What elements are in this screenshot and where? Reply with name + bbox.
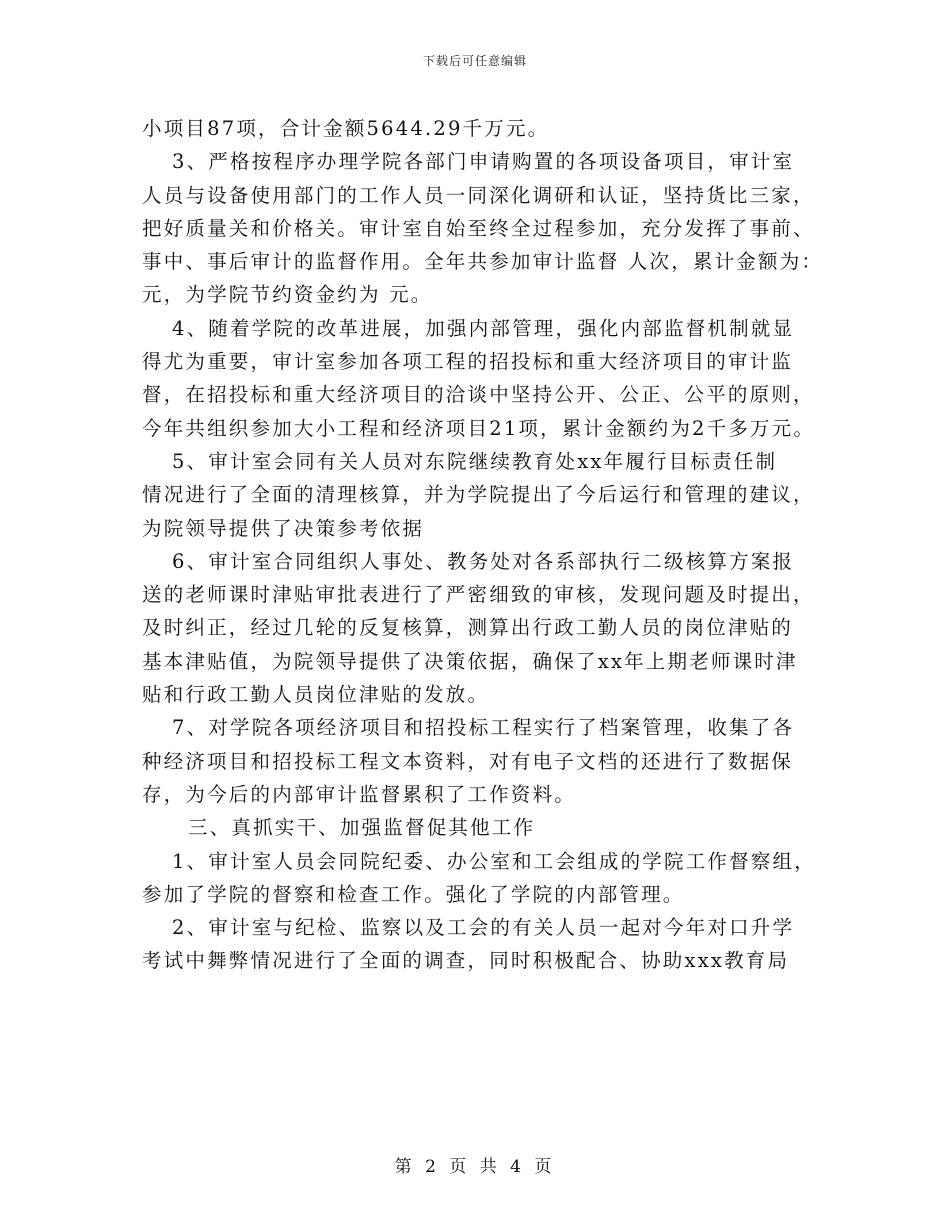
text-line: 人员与设备使用部门的工作人员一同深化调研和认证，坚持货比三家， bbox=[142, 183, 815, 207]
text-line: 5、审计室会同有关人员对东院继续教育处xx年履行目标责任制 bbox=[172, 449, 778, 473]
text-line: 今年共组织参加大小工程和经济项目21项，累计金额约为2千多万元。 bbox=[142, 416, 816, 440]
text-line: 得尤为重要，审计室参加各项工程的招投标和重大经济项目的审计监 bbox=[142, 350, 794, 374]
text-line: 元，为学院节约资金约为 元。 bbox=[142, 283, 433, 307]
text-line: 为院领导提供了决策参考依据 bbox=[142, 516, 425, 540]
text-line: 参加了学院的督察和检查工作。强化了学院的内部管理。 bbox=[142, 882, 685, 906]
page-number: 第 2 页 共 4 页 bbox=[394, 1157, 556, 1177]
text-line: 把好质量关和价格关。审计室自始至终全过程参加，充分发挥了事前、 bbox=[142, 216, 815, 240]
section-heading: 三、真抓实干、加强监督促其他工作 bbox=[188, 816, 536, 840]
text-line: 及时纠正，经过几轮的反复核算，测算出行政工勤人员的岗位津贴的 bbox=[142, 616, 794, 640]
text-line: 送的老师课时津贴审批表进行了严密细致的审核，发现问题及时提出， bbox=[142, 583, 815, 607]
text-line: 4、随着学院的改革进展，加强内部管理，强化内部监督机制就显 bbox=[172, 316, 795, 340]
document-body bbox=[142, 112, 822, 978]
text-line: 6、审计室合同组织人事处、教务处对各系部执行二级核算方案报 bbox=[172, 549, 795, 573]
text-line: 基本津贴值，为院领导提供了决策依据，确保了xx年上期老师课时津 bbox=[142, 649, 798, 673]
page-header: 下载后可任意编辑 bbox=[422, 54, 527, 68]
text-line: 种经济项目和招投标工程文本资料，对有电子文档的还进行了数据保 bbox=[142, 749, 794, 773]
text-line: 小项目87项，合计金额5644.29千万元。 bbox=[142, 117, 550, 140]
text-line: 事中、事后审计的监督作用。全年共参加审计监督 人次，累计金额为： bbox=[142, 250, 824, 274]
text-line: 3、严格按程序办理学院各部门申请购置的各项设备项目，审计室 bbox=[172, 150, 795, 174]
text-line: 贴和行政工勤人员岗位津贴的发放。 bbox=[142, 683, 490, 707]
text-line: 存，为今后的内部审计监督累积了工作资料。 bbox=[142, 782, 577, 806]
text-line: 情况进行了全面的清理核算，并为学院提出了今后运行和管理的建议， bbox=[142, 483, 815, 507]
text-line: 1、审计室人员会同院纪委、办公室和工会组成的学院工作督察组， bbox=[172, 849, 816, 873]
text-line: 7、对学院各项经济项目和招投标工程实行了档案管理，收集了各 bbox=[172, 716, 795, 740]
text-line: 督，在招投标和重大经济项目的洽谈中坚持公开、公正、公平的原则， bbox=[142, 383, 815, 407]
text-line: 考试中舞弊情况进行了全面的调查，同时积极配合、协助xxx教育局 bbox=[142, 949, 790, 973]
text-line: 2、审计室与纪检、监察以及工会的有关人员一起对今年对口升学 bbox=[172, 916, 795, 940]
